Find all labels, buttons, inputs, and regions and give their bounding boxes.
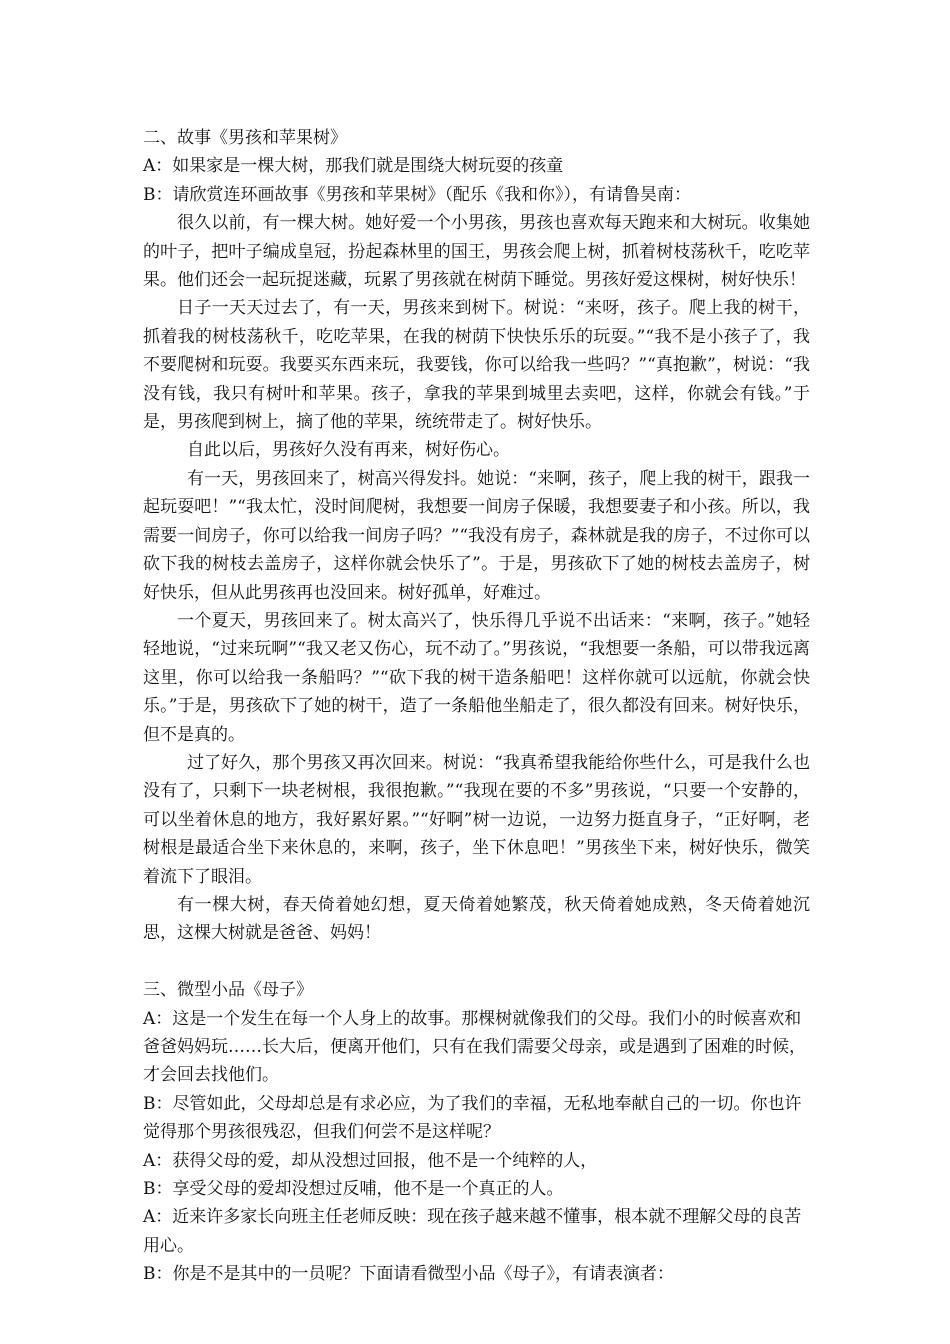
story-paragraph-7: 有一棵大树，春天倚着她幻想，夏天倚着她繁茂，秋天倚着她成熟，冬天倚着她沉思，这棵大树就是爸爸、妈妈！ — [143, 894, 810, 944]
story-paragraph-6: 过了好久，那个男孩又再次回来。树说：“我真希望我能给你些什么，可是我什么也没有了，只剩下一块老树根，我很抱歉。”“我现在要的不多”男孩说，“只要一个安静的，可以坐着休息的地方，我好累好累。”“好啊”树一边说，一边努力挺直身子，“正好啊，老树根是最适合坐下来休息的，来啊，孩子，坐下休息吧！”男孩坐下来，树好快乐，微笑着流下了眼泪。 — [143, 752, 810, 887]
section-2-line-b: B：请欣赏连环画故事《男孩和苹果树》（配乐《我和你》），有请鲁昊南： — [143, 184, 691, 205]
section-2-heading: 二、故事《男孩和苹果树》 — [143, 128, 347, 148]
blank-line — [143, 948, 810, 976]
dialogue-line-6: B：你是不是其中的一员呢？下面请看微型小品《母子》，有请表演者： — [143, 1264, 674, 1285]
dialogue-line-5: A：近来许多家长向班主任老师反映：现在孩子越来越不懂事，根本就不理解父母的良苦用心。 — [143, 1207, 802, 1256]
story-paragraph-5: 一个夏天，男孩回来了。树太高兴了，快乐得几乎说不出话来：“来啊，孩子。”她轻轻地说，“过来玩啊”“我又老又伤心，玩不动了。”男孩说，“我想要一条船，可以带我远离这里，你可以给我一条船吗？”“砍下我的树干造条船吧！这样你就可以远航，你就会快乐。”于是，男孩砍下了她的树干，造了一条船他坐船走了，很久都没有回来。树好快乐，但不是真的。 — [143, 610, 810, 745]
story-paragraph-4: 有一天，男孩回来了，树高兴得发抖。她说：“来啊，孩子，爬上我的树干，跟我一起玩耍吧！”“我太忙，没时间爬树，我想要一间房子保暖，我想要妻子和小孩。所以，我需要一间房子，你可以给我一间房子吗？”“我没有房子，森林就是我的房子，不过你可以砍下我的树枝去盖房子，这样你就会快乐了”。于是，男孩砍下了她的树枝去盖房子，树好快乐，但从此男孩再也没回来。树好孤单，好难过。 — [143, 468, 810, 603]
story-paragraph-1: 很久以前，有一棵大树。她好爱一个小男孩，男孩也喜欢每天跑来和大树玩。收集她的叶子，把叶子编成皇冠，扮起森林里的国王，男孩会爬上树，抓着树枝荡秋千，吃吃苹果。他们还会一起玩捉迷藏，玩累了男孩就在树荫下睡觉。男孩好爱这棵树，树好快乐！ — [143, 213, 810, 291]
document-page — [143, 124, 810, 1289]
story-paragraph-3: 自此以后，男孩好久没有再来，树好伤心。 — [187, 440, 510, 461]
dialogue-line-3: A：获得父母的爱，却从没想过回报，他不是一个纯粹的人， — [143, 1150, 598, 1171]
dialogue-line-2: B：尽管如此，父母却总是有求必应，为了我们的幸福，无私地奉献自己的一切。你也许觉得那个男孩很残忍，但我们何尝不是这样呢？ — [143, 1093, 802, 1143]
section-3-heading: 三、微型小品《母子》 — [143, 980, 313, 1001]
section-2-line-a: A：如果家是一棵大树，那我们就是围绕大树玩耍的孩童 — [143, 156, 564, 177]
dialogue-line-1: A：这是一个发生在每一个人身上的故事。那棵树就像我们的父母。我们小的时候喜欢和爸爸妈妈玩……长大后，便离开他们，只有在我们需要父母亲，或是遇到了困难的时候，才会回去找他们。 — [143, 1008, 806, 1086]
dialogue-line-4: B：享受父母的爱却没想过反哺，他不是一个真正的人。 — [143, 1179, 564, 1200]
story-paragraph-2: 日子一天天过去了，有一天，男孩来到树下。树说：“来呀，孩子。爬上我的树干，抓着我的树枝荡秋千，吃吃苹果，在我的树荫下快快乐乐的玩耍。”“我不是小孩子了，我不要爬树和玩耍。我要买东西来玩，我要钱，你可以给我一些吗？”“真抱歉”，树说：“我没有钱，我只有树叶和苹果。孩子，拿我的苹果到城里去卖吧，这样，你就会有钱。”于是，男孩爬到树上，摘了他的苹果，统统带走了。树好快乐。 — [143, 298, 810, 433]
